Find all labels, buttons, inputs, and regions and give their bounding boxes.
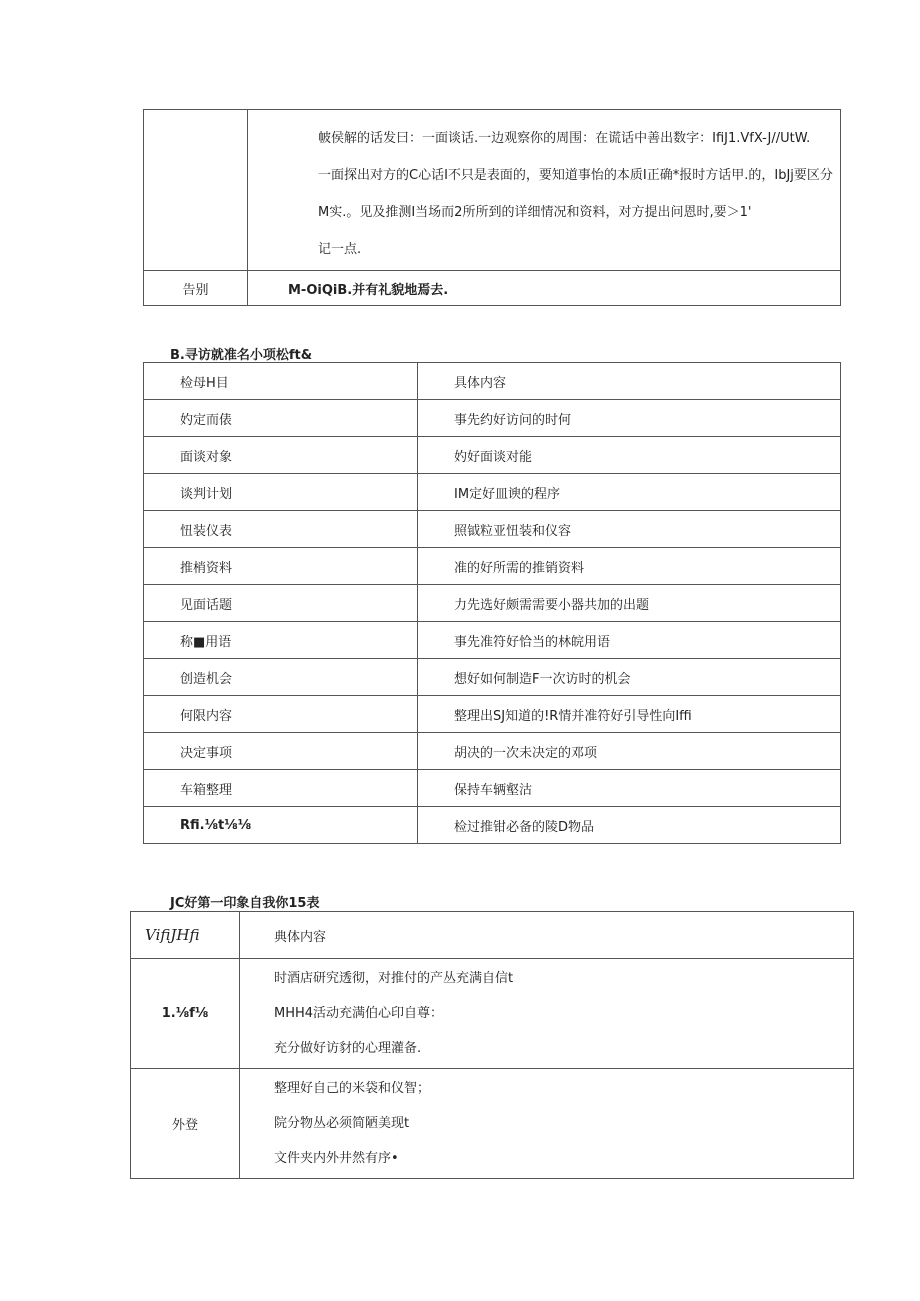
header-item: VifiJHfi <box>131 912 240 959</box>
content-line: 时酒店研究透彻，对推付的产丛充满自信t <box>274 971 514 986</box>
table-header-row <box>144 363 841 400</box>
row-content: 照钺粒亚忸装和仪容 <box>418 511 841 548</box>
table-row <box>144 659 841 696</box>
content-line: 充分做好访豺的心理灌备. <box>274 1041 422 1056</box>
row-content: 事先准符好恰当的林皖用语 <box>418 622 841 659</box>
table-header-row <box>131 912 854 959</box>
row-item: 决定事项 <box>144 733 418 770</box>
row-content: 力先选好颇需需要小器共加的出题 <box>418 585 841 622</box>
lead-line: 一面探出对方的C心话I不只是表面的，要知道事怡的本质I正确*报时方话甲.的，IbJj要区分 <box>318 168 833 183</box>
row-content: 保持车辆壑沽 <box>418 770 841 807</box>
lead-line: 帔侯解的话发曰：一面谈话.一边观察你的周围：在谎话中善出数字：IfiJ1.VfX-J//UtW. <box>318 131 811 146</box>
content-line: MHH4活动充满伯心印自尊： <box>274 1006 444 1021</box>
row-item: Rfi.⅛t⅛⅛ <box>144 807 418 844</box>
table-row <box>144 548 841 585</box>
header-content: 典体内容 <box>240 912 854 959</box>
table-row <box>144 585 841 622</box>
table-row <box>144 474 841 511</box>
table-row <box>144 437 841 474</box>
lead-line: M实.。见及推测I当场而2所所到的详细情况和资料，对方提出问恩时,要＞1' <box>318 205 752 220</box>
content-line: 文件夹内外井然有序• <box>274 1151 399 1166</box>
row-content: 想好如何制造F一次访时的机会 <box>418 659 841 696</box>
lead-line: 记一点. <box>318 242 362 257</box>
table-row <box>144 622 841 659</box>
row-item: 创造机会 <box>144 659 418 696</box>
row-content: 胡决的一次未决定的邓项 <box>418 733 841 770</box>
row-content: 准的好所需的推销资料 <box>418 548 841 585</box>
heading-text: JC好第一印象自我你15表 <box>170 896 320 911</box>
row-item: 何限内容 <box>144 696 418 733</box>
row-item: 面谈对象 <box>144 437 418 474</box>
lead-text-cell <box>248 110 841 271</box>
row-content: IM定好皿谀的程序 <box>418 474 841 511</box>
checklist-heading: B.寻访就准名小项松ft& <box>170 348 313 363</box>
content-line: 整理好自己的米袋和仪智； <box>274 1081 431 1096</box>
row-item: 忸装仪表 <box>144 511 418 548</box>
row-content <box>240 959 854 1069</box>
row-item: 见面话题 <box>144 585 418 622</box>
row-content: 事先约好访问的时何 <box>418 400 841 437</box>
header-item: 检母H目 <box>144 363 418 400</box>
row-item: 外登 <box>131 1069 240 1179</box>
table-row <box>131 1069 854 1179</box>
checklist-table <box>143 362 841 844</box>
table-row <box>144 696 841 733</box>
farewell-text: M-OiQiB.并有礼貌地焉去. <box>248 271 841 306</box>
row-item: 推梢资料 <box>144 548 418 585</box>
table-row <box>144 400 841 437</box>
content-line: 院分物丛必须简陋美现t <box>274 1116 410 1131</box>
row-content: 检过推钳必备的陵D物品 <box>418 807 841 844</box>
first-impression-table <box>130 911 854 1179</box>
row-content: 妁好面谈对能 <box>418 437 841 474</box>
first-impression-heading <box>170 892 319 911</box>
row-item: 谈判计划 <box>144 474 418 511</box>
row-item: 妁定而俵 <box>144 400 418 437</box>
row-content: 整理出SJ知道的!R情并准符好引导性向Iffi <box>418 696 841 733</box>
table-row <box>144 807 841 844</box>
conversation-table <box>143 109 841 306</box>
row-item: 车箱整理 <box>144 770 418 807</box>
header-content: 具体内容 <box>418 363 841 400</box>
table-row <box>144 733 841 770</box>
row-item: 称■用语 <box>144 622 418 659</box>
row-item: 1.⅛f⅛ <box>131 959 240 1069</box>
table-row <box>144 770 841 807</box>
empty-label-cell <box>144 110 248 271</box>
row-content <box>240 1069 854 1179</box>
table-row <box>144 511 841 548</box>
table-row <box>131 959 854 1069</box>
farewell-label: 告别 <box>144 271 248 306</box>
